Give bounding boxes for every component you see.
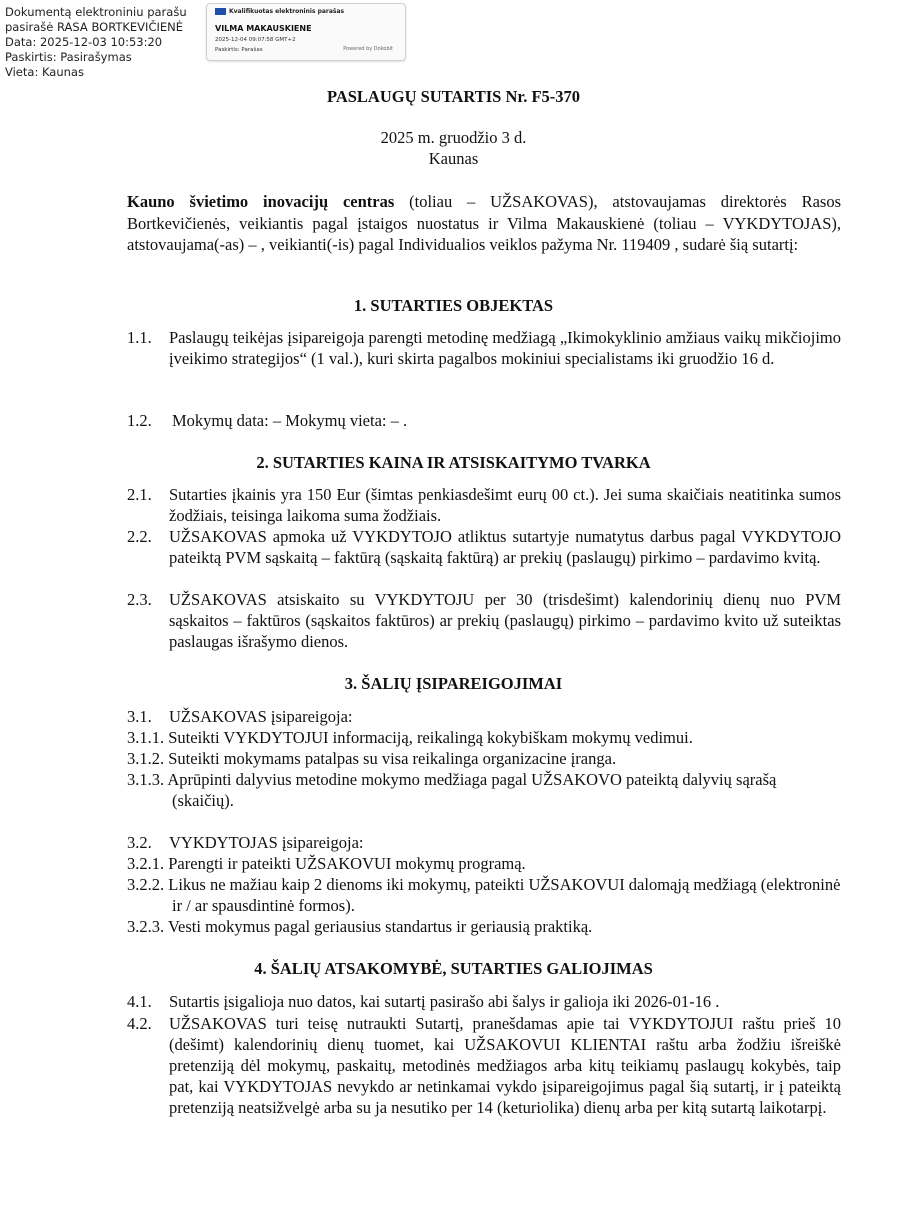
clause-1-2 (127, 410, 841, 431)
clause-text: UŽSAKOVAS apmoka už VYKDYTOJO atliktus sutartyje numatytus darbus pagal VYKDYTOJO pateiktą PVM sąskaitą – faktūrą (sąskaitą faktūrą) ar prekių (paslaugų) pirkimo – pardavimo kvitą. (169, 527, 841, 567)
clause-2-1 (127, 484, 841, 526)
section-1-heading: 1. SUTARTIES OBJEKTAS (353, 296, 554, 315)
clause-text: UŽSAKOVAS atsiskaito su VYKDYTOJU per 30 (trisdešimt) kalendorinių dienų nuo PVM sąskaitos – faktūros (sąskaitos faktūros) ar prekių (paslaugų) pirkimo – pardavimo kvito už suteiktas paslaugas išrašymo dienos. (169, 590, 841, 651)
e-signature-header-text: Kvalifikuotas elektroninis parašas (229, 8, 345, 15)
intro-text: (toliau – UŽSAKOVAS), atstovaujamas direktorės Rasos Bortkevičienės, veikiantis pagal įstaigos nuostatus ir Vilma Makauskienė (toliau – VYKDYTOJAS), atstovaujama(-as) – , veikianti(-is) pagal Individualios veiklos pažyma Nr. 119409 , sudarė šią sutartį: (127, 192, 841, 254)
clause-3-1 (127, 706, 841, 727)
clause-number: 2.3. (127, 590, 152, 609)
clause-number: 2.1. (127, 485, 152, 504)
clause-number: 2.2. (127, 527, 152, 546)
clause-3-1-3 (127, 769, 841, 811)
clause-text: VYKDYTOJAS įsipareigoja: (169, 833, 364, 852)
powered-by: Powered by Dokobit (343, 46, 393, 52)
e-signature-header (215, 8, 344, 15)
signature-reason: Paskirtis: Parašas (215, 47, 263, 53)
e-signature-box (206, 3, 406, 61)
clause-number: 1.2. (127, 411, 152, 430)
clause-text: 3.2.3. Vesti mokymus pagal geriausius standartus ir geriausią praktiką. (127, 917, 593, 936)
stamp-line: Dokumentą elektroniniu parašu (5, 5, 187, 19)
clause-text: Sutartis įsigalioja nuo datos, kai sutartį pasirašo abi šalys ir galioja iki 2026-01-16 . (169, 992, 720, 1011)
clause-text: 3.1.2. Suteikti mokymams patalpas su visa reikalinga organizacine įranga. (127, 749, 617, 768)
signature-date: 2025-12-04 09:07:58 GMT+2 (215, 37, 296, 43)
stamp-line: Data: 2025-12-03 10:53:20 (5, 35, 163, 49)
clause-number: 1.1. (127, 328, 152, 347)
stamp-line: pasirašė RASA BORTKEVIČIENĖ (5, 20, 183, 34)
clause-text: 3.1.1. Suteikti VYKDYTOJUI informaciją, reikalingą kokybiškam mokymų vedimui. (127, 728, 693, 747)
document-place: Kaunas (428, 149, 479, 168)
clause-text: 3.1.3. Aprūpinti dalyvius metodine mokymo medžiaga pagal UŽSAKOVO pateiktą dalyvių sąrašą (skaičių). (127, 770, 777, 810)
clause-text: Sutarties įkainis yra 150 Eur (šimtas penkiasdešimt eurų 00 ct.). Jei suma skaičiais neatitinka sumos žodžiais, teisinga laikoma suma žodžiais. (169, 485, 841, 525)
clause-4-2 (127, 1013, 841, 1118)
customer-name: Kauno švietimo inovacijų centras (127, 192, 395, 211)
section-3-heading: 3. ŠALIŲ ĮSIPAREIGOJIMAI (344, 674, 563, 693)
clause-text: 3.2.2. Likus ne mažiau kaip 2 dienoms iki mokymų, pateikti UŽSAKOVUI dalomąją medžiagą (elektroninė ir / ar spausdintinė formos). (127, 875, 841, 915)
section-4-heading: 4. ŠALIŲ ATSAKOMYBĖ, SUTARTIES GALIOJIMAS (254, 959, 653, 978)
clause-number: 4.1. (127, 992, 152, 1011)
clause-3-2-1 (127, 853, 841, 874)
stamp-line: Vieta: Kaunas (5, 65, 84, 79)
document-title: PASLAUGŲ SUTARTIS Nr. F5-370 (326, 87, 581, 106)
stamp-line: Paskirtis: Pasirašymas (5, 50, 132, 64)
signature-stamp (5, 5, 187, 80)
document-date: 2025 m. gruodžio 3 d. (380, 128, 527, 147)
clause-text: Paslaugų teikėjas įsipareigoja parengti metodinę medžiagą „Ikimokyklinio amžiaus vaikų mikčiojimo įveikimo strategijos“ (1 val.), kuri skirta pagalbos mokiniui specialistams iki gruodžio 16 d. (169, 328, 841, 368)
clause-3-2 (127, 832, 841, 853)
clause-text: 3.2.1. Parengti ir pateikti UŽSAKOVUI mokymų programą. (127, 854, 526, 873)
clause-text: UŽSAKOVAS įsipareigoja: (169, 707, 353, 726)
clause-2-3 (127, 589, 841, 652)
eu-flag-icon (215, 8, 226, 15)
signer-name: VILMA MAKAUSKIENE (215, 24, 312, 33)
clause-3-1-2 (127, 748, 841, 769)
clause-text: UŽSAKOVAS turi teisę nutraukti Sutartį, pranešdamas apie tai VYKDYTOJUI raštu prieš 10 (dešimt) kalendorinių dienų tuomet, kai UŽSAKOVUI KLIENTAI raštu arba žodžiu išreiškė pretenziją dėl mokymų, paskaitų, metodinės medžiagos arba kitų teikiamų paslaugų kokybės, taip pat, kai VYKDYTOJAS nevykdo ar netinkamai vykdo įsipareigojimus pagal šią sutartį, ir į pateiktą pretenziją neatsižvelgė arba su ja nesutiko per 14 (keturiolika) dienų arba per kitą sutartą laikotarpį. (169, 1014, 841, 1117)
clause-number: 3.2. (127, 833, 152, 852)
clause-text: Mokymų data: – Mokymų vieta: – . (172, 411, 408, 430)
clause-1-1 (127, 327, 841, 369)
clause-number: 3.1. (127, 707, 152, 726)
section-2-heading: 2. SUTARTIES KAINA IR ATSISKAITYMO TVARKA (256, 453, 651, 472)
clause-3-2-3 (127, 916, 841, 937)
clause-2-2 (127, 526, 841, 568)
clause-number: 4.2. (127, 1014, 152, 1033)
clause-4-1 (127, 991, 841, 1012)
intro-paragraph (127, 191, 841, 256)
clause-3-1-1 (127, 727, 841, 748)
clause-3-2-2 (127, 874, 841, 916)
